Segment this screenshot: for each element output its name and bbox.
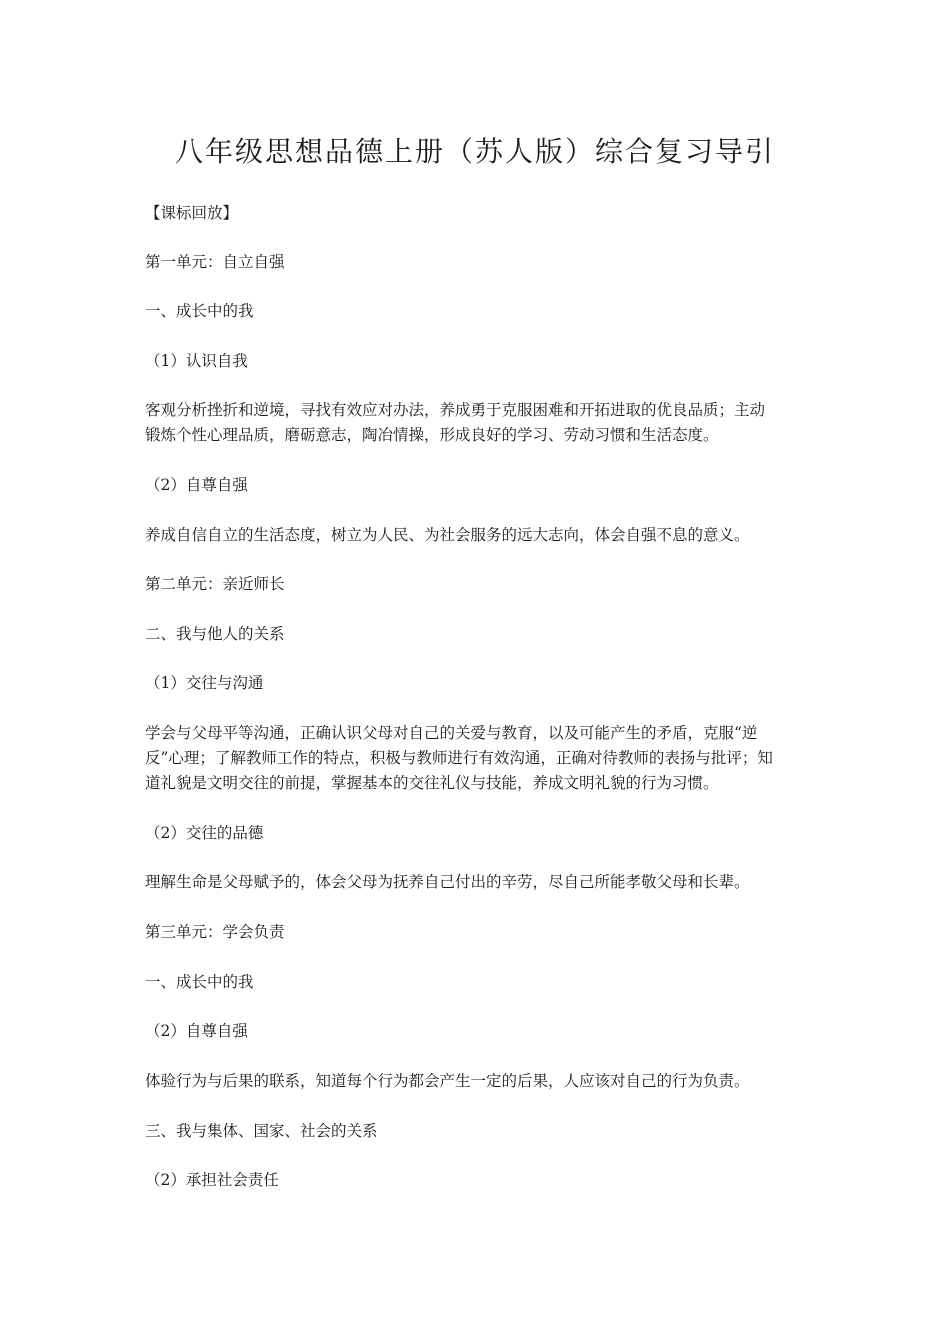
body-paragraph: 体验行为与后果的联系，知道每个行为都会产生一定的后果，人应该对自己的行为负责。 bbox=[145, 1072, 750, 1090]
unit-heading-2: 第二单元：亲近师长 bbox=[145, 575, 285, 593]
body-paragraph: 理解生命是父母赋予的，体会父母为抚养自己付出的辛劳，尽自己所能孝敬父母和长辈。 bbox=[145, 873, 750, 891]
body-paragraph bbox=[145, 721, 810, 796]
body-paragraph bbox=[145, 398, 810, 448]
subtopic-heading: （2）自尊自强 bbox=[145, 476, 248, 494]
subtopic-heading: （2）自尊自强 bbox=[145, 1022, 248, 1040]
topic-heading: 三、我与集体、国家、社会的关系 bbox=[145, 1122, 378, 1140]
paragraph-line: 客观分析挫折和逆境，寻找有效应对办法，养成勇于克服困难和开拓进取的优良品质；主动 bbox=[145, 401, 766, 419]
topic-heading: 二、我与他人的关系 bbox=[145, 625, 285, 643]
subtopic-heading: （1）认识自我 bbox=[145, 352, 248, 370]
paragraph-line: 反”心理；了解教师工作的特点，积极与教师进行有效沟通，正确对待教师的表扬与批评；知 bbox=[145, 749, 773, 767]
subtopic-heading: （2）交往的品德 bbox=[145, 824, 264, 842]
section-heading-curriculum-review: 【课标回放】 bbox=[145, 204, 239, 222]
paragraph-line: 锻炼个性心理品质，磨砺意志，陶冶情操，形成良好的学习、劳动习惯和生活态度。 bbox=[145, 426, 719, 444]
topic-heading: 一、成长中的我 bbox=[145, 973, 254, 991]
body-paragraph: 养成自信自立的生活态度，树立为人民、为社会服务的远大志向，体会自强不息的意义。 bbox=[145, 526, 750, 544]
topic-heading: 一、成长中的我 bbox=[145, 302, 254, 320]
document-title: 八年级思想品德上册（苏人版）综合复习导引 bbox=[174, 135, 775, 168]
unit-heading-1: 第一单元：自立自强 bbox=[145, 253, 285, 271]
paragraph-line: 学会与父母平等沟通，正确认识父母对自己的关爱与教育，以及可能产生的矛盾，克服“逆 bbox=[145, 724, 758, 742]
subtopic-heading: （1）交往与沟通 bbox=[145, 674, 264, 692]
paragraph-line: 道礼貌是文明交往的前提，掌握基本的交往礼仪与技能，养成文明礼貌的行为习惯。 bbox=[145, 774, 719, 792]
subtopic-heading: （2）承担社会责任 bbox=[145, 1171, 279, 1189]
unit-heading-3: 第三单元：学会负责 bbox=[145, 923, 285, 941]
